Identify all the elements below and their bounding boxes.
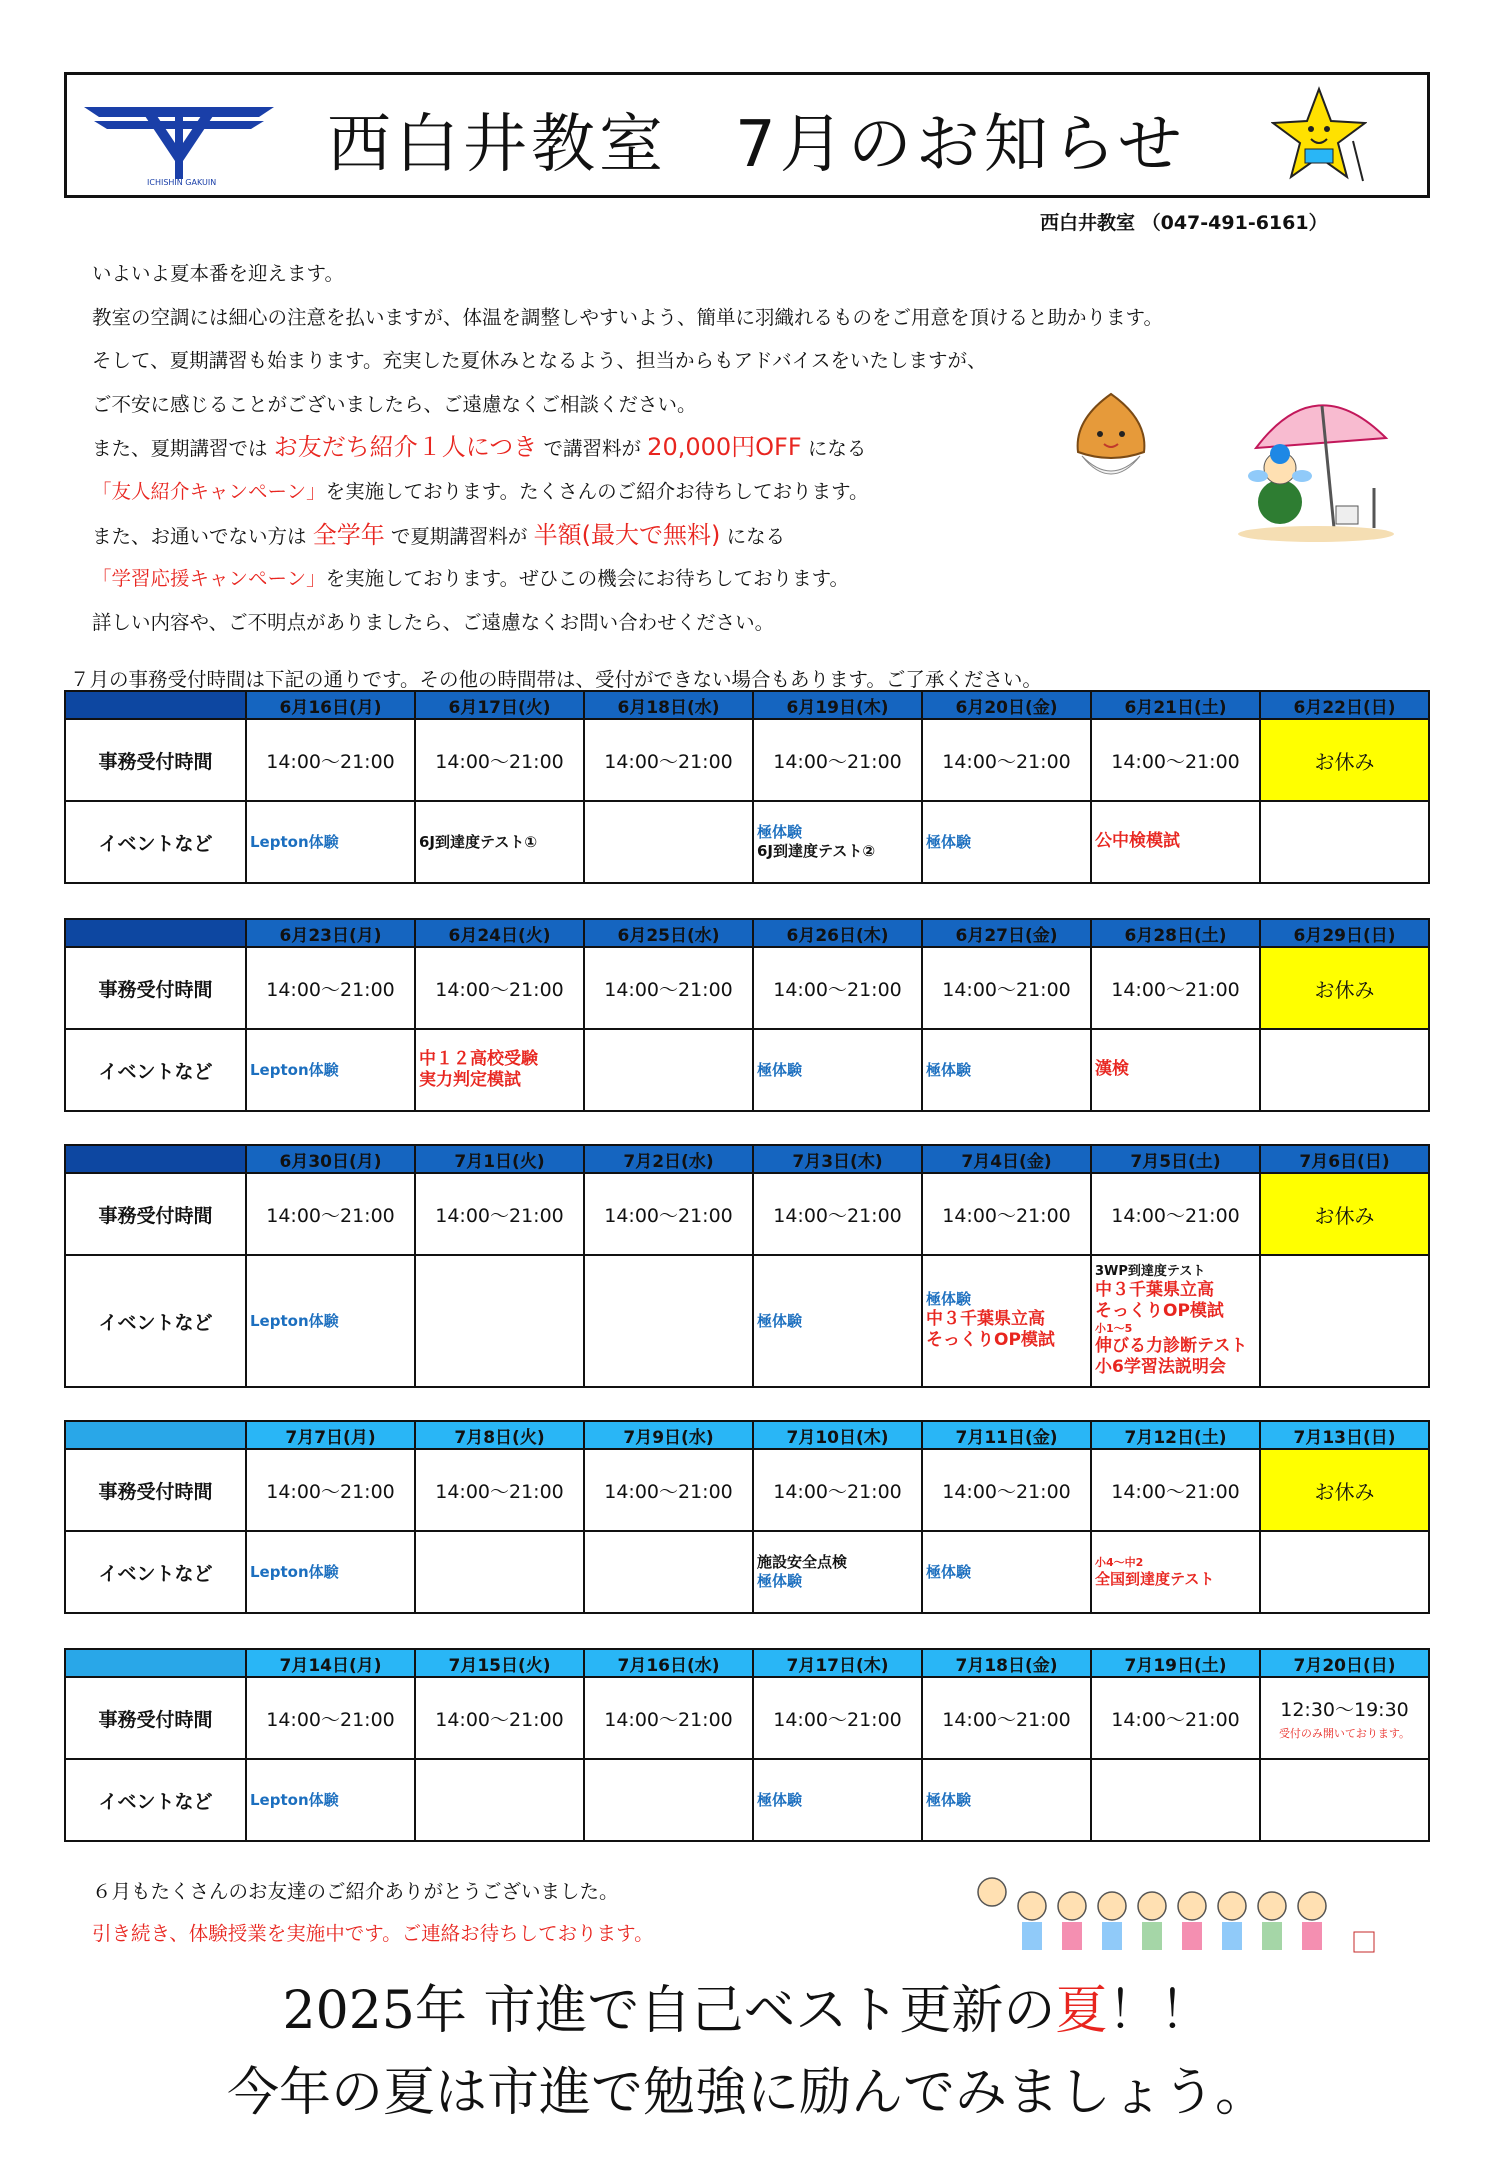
hours-cell: 14:00～21:00 — [415, 947, 584, 1029]
sunday-hours: 12:30～19:30 — [1280, 1699, 1409, 1721]
event-cell — [1260, 1759, 1429, 1841]
date-header: 7月2日(水) — [584, 1145, 753, 1173]
holiday-cell: お休み — [1260, 719, 1429, 801]
event-cell — [415, 1531, 584, 1613]
date-header: 6月27日(金) — [922, 919, 1091, 947]
ichishin-logo — [79, 87, 279, 187]
hours-cell: 14:00～21:00 — [1091, 719, 1260, 801]
event-cell — [415, 1255, 584, 1387]
event-item: そっくりOP模試 — [926, 1330, 1055, 1351]
schedule-week-2 — [64, 918, 1430, 1112]
hours-cell: 14:00～21:00 — [1091, 1677, 1260, 1759]
event-cell — [246, 801, 415, 883]
event-item: 極体験 — [926, 1290, 972, 1309]
date-header: 6月29日(日) — [1260, 919, 1429, 947]
event-item: 伸びる力診断テスト — [1095, 1336, 1248, 1356]
event-cell — [584, 1759, 753, 1841]
event-item: 極体験 — [926, 1562, 972, 1581]
date-header: 7月13日(日) — [1260, 1421, 1429, 1449]
date-header: 7月18日(金) — [922, 1649, 1091, 1677]
date-header: 6月16日(月) — [246, 691, 415, 719]
intro-line — [92, 557, 1342, 601]
intro-segment: になる — [807, 437, 867, 461]
event-cell — [584, 1255, 753, 1387]
event-cell — [753, 801, 922, 883]
date-header: 7月5日(土) — [1091, 1145, 1260, 1173]
date-header: 6月24日(火) — [415, 919, 584, 947]
event-item: 極体験 — [757, 1311, 803, 1330]
event-cell — [584, 801, 753, 883]
event-cell — [246, 1531, 415, 1613]
hours-cell: 14:00～21:00 — [415, 719, 584, 801]
slogan-line-2: 今年の夏は市進で勉強に励んでみましょう。 — [226, 2063, 1267, 2123]
intro-segment: また、夏期講習では — [92, 437, 268, 461]
event-item: 公中検模試 — [1095, 831, 1180, 852]
header-blank — [65, 1145, 246, 1173]
intro-segment: で講習料が — [543, 437, 641, 461]
hours-cell: 14:00～21:00 — [246, 719, 415, 801]
date-header: 7月8日(火) — [415, 1421, 584, 1449]
event-item: 中３千葉県立高 — [926, 1309, 1045, 1330]
logo-text: ICHISHIN GAKUIN — [147, 178, 217, 187]
event-item: 極体験 — [757, 1790, 803, 1809]
date-header: 7月19日(土) — [1091, 1649, 1260, 1677]
date-header: 6月30日(月) — [246, 1145, 415, 1173]
intro-segment: になる — [726, 524, 786, 548]
event-cell — [922, 1531, 1091, 1613]
event-cell — [246, 1759, 415, 1841]
holiday-cell: お休み — [1260, 1173, 1429, 1255]
events-label: イベントなど — [65, 801, 246, 883]
date-header: 6月23日(月) — [246, 919, 415, 947]
hours-cell: 14:00～21:00 — [584, 1677, 753, 1759]
event-cell — [415, 1029, 584, 1111]
hours-cell: 14:00～21:00 — [246, 947, 415, 1029]
event-cell — [1260, 1255, 1429, 1387]
trial-message: 引き続き、体験授業を実施中です。ご連絡お待ちしております。 — [92, 1922, 654, 1945]
event-item: 小6学習法説明会 — [1095, 1357, 1226, 1378]
intro-line: 詳しい内容や、ご不明点がありましたら、ご遠慮なくお問い合わせください。 — [92, 610, 775, 634]
slogan-text: 2025年 市進で自己ベスト更新の — [282, 1981, 1056, 2041]
event-cell — [1091, 1255, 1260, 1387]
hours-cell: 14:00～21:00 — [922, 947, 1091, 1029]
date-header: 7月9日(水) — [584, 1421, 753, 1449]
event-cell — [1091, 801, 1260, 883]
contact-phone: 西白井教室 （047-491-6161） — [1040, 212, 1328, 234]
events-row — [65, 1255, 1429, 1387]
event-item: 全国到達度テスト — [1095, 1569, 1215, 1588]
slogan-line-1 — [0, 1968, 1494, 2043]
office-hours-notice: ７月の事務受付時間は下記の通りです。その他の時間帯は、受付ができない場合もあります。ご了承ください。 — [70, 668, 1042, 691]
hours-cell: 14:00～21:00 — [584, 719, 753, 801]
hours-row — [65, 719, 1429, 801]
date-header-row — [65, 1145, 1429, 1173]
hours-row — [65, 1173, 1429, 1255]
event-item: 極体験 — [757, 823, 803, 842]
event-cell — [415, 1759, 584, 1841]
hours-label: 事務受付時間 — [65, 1173, 246, 1255]
event-item: 6J到達度テスト② — [757, 842, 876, 860]
event-item: 小4～中2 — [1095, 1555, 1144, 1569]
event-cell — [753, 1029, 922, 1111]
events-row — [65, 1029, 1429, 1111]
campaign-highlight: 20,000円OFF — [647, 433, 802, 462]
hours-cell: 14:00～21:00 — [246, 1173, 415, 1255]
schedule-week-3 — [64, 1144, 1430, 1388]
holiday-cell: お休み — [1260, 947, 1429, 1029]
intro-line: そして、夏期講習も始まります。充実した夏休みとなるよう、担当からもアドバイスをいたしますが、 — [92, 349, 987, 373]
event-cell — [584, 1531, 753, 1613]
event-item: Lepton体験 — [250, 1562, 339, 1581]
event-item: Lepton体験 — [250, 1060, 339, 1079]
event-item: そっくりOP模試 — [1095, 1301, 1224, 1321]
hours-label: 事務受付時間 — [65, 719, 246, 801]
slogan-highlight: 夏 — [1055, 1981, 1108, 2041]
hours-cell: 14:00～21:00 — [415, 1173, 584, 1255]
event-cell — [922, 1255, 1091, 1387]
event-cell — [1091, 1029, 1260, 1111]
event-cell — [584, 1029, 753, 1111]
star-mascot-icon — [1271, 85, 1367, 189]
event-cell — [922, 1029, 1091, 1111]
hours-cell: 14:00～21:00 — [584, 947, 753, 1029]
events-label: イベントなど — [65, 1531, 246, 1613]
hours-cell: 14:00～21:00 — [415, 1449, 584, 1531]
mascot-crowd-icon — [962, 1862, 1382, 1962]
hours-row — [65, 1677, 1429, 1759]
date-header: 6月17日(火) — [415, 691, 584, 719]
intro-line — [92, 514, 1342, 558]
schedule-week-1 — [64, 690, 1430, 884]
events-row — [65, 1759, 1429, 1841]
events-label: イベントなど — [65, 1029, 246, 1111]
date-header: 7月7日(月) — [246, 1421, 415, 1449]
hours-cell: 14:00～21:00 — [246, 1677, 415, 1759]
event-cell — [753, 1759, 922, 1841]
events-row — [65, 1531, 1429, 1613]
hours-cell: 14:00～21:00 — [922, 1449, 1091, 1531]
event-cell — [922, 801, 1091, 883]
intro-line: いよいよ夏本番を迎えます。 — [92, 262, 344, 285]
date-header: 7月11日(金) — [922, 1421, 1091, 1449]
date-header: 7月12日(土) — [1091, 1421, 1260, 1449]
hours-cell: 14:00～21:00 — [753, 1677, 922, 1759]
date-header-row — [65, 691, 1429, 719]
event-item: 極体験 — [926, 1790, 972, 1809]
event-item: 6J到達度テスト① — [419, 832, 538, 851]
date-header: 7月4日(金) — [922, 1145, 1091, 1173]
thanks-message: ６月もたくさんのお友達のご紹介ありがとうございました。 — [92, 1880, 619, 1903]
hours-row — [65, 1449, 1429, 1531]
hours-cell: 14:00～21:00 — [415, 1677, 584, 1759]
date-header: 7月6日(日) — [1260, 1145, 1429, 1173]
date-header: 6月20日(金) — [922, 691, 1091, 719]
header-blank — [65, 691, 246, 719]
event-item: 極体験 — [926, 832, 972, 851]
events-row — [65, 801, 1429, 883]
event-item: 施設安全点検 — [757, 1553, 848, 1572]
event-cell — [415, 801, 584, 883]
date-header-row — [65, 1649, 1429, 1677]
campaign-highlight: お友だち紹介１人につき — [273, 433, 538, 462]
hours-label: 事務受付時間 — [65, 947, 246, 1029]
event-cell — [753, 1531, 922, 1613]
schedule-week-5 — [64, 1648, 1430, 1842]
event-cell — [753, 1255, 922, 1387]
hours-cell — [1260, 1677, 1429, 1759]
date-header-row — [65, 1421, 1429, 1449]
header-box — [64, 72, 1430, 198]
intro-segment: を実施しております。たくさんのご紹介お待ちしております。 — [325, 479, 869, 503]
intro-segment: で夏期講習料が — [390, 524, 528, 548]
event-item: 中１２高校受験 — [419, 1048, 538, 1069]
date-header: 7月17日(木) — [753, 1649, 922, 1677]
date-header: 7月20日(日) — [1260, 1649, 1429, 1677]
event-cell — [1260, 1531, 1429, 1613]
event-cell — [1260, 801, 1429, 883]
date-header: 6月19日(木) — [753, 691, 922, 719]
events-label: イベントなど — [65, 1759, 246, 1841]
event-cell — [246, 1029, 415, 1111]
event-item: 実力判定模試 — [419, 1070, 521, 1090]
hours-cell: 14:00～21:00 — [922, 1173, 1091, 1255]
date-header: 7月3日(木) — [753, 1145, 922, 1173]
intro-segment: を実施しております。ぜひこの機会にお待ちしております。 — [325, 567, 850, 591]
campaign-highlight: 全学年 — [312, 520, 385, 549]
header-blank — [65, 919, 246, 947]
header-blank — [65, 1649, 246, 1677]
event-cell — [1260, 1029, 1429, 1111]
date-header-row — [65, 919, 1429, 947]
chestnut-mascot-icon — [1066, 390, 1156, 490]
date-header: 7月16日(水) — [584, 1649, 753, 1677]
holiday-cell: お休み — [1260, 1449, 1429, 1531]
hours-cell: 14:00～21:00 — [922, 1677, 1091, 1759]
date-header: 7月1日(火) — [415, 1145, 584, 1173]
umbrella-beach-mascot-icon — [1236, 378, 1396, 542]
event-cell — [246, 1255, 415, 1387]
campaign-highlight: 半額(最大で無料) — [533, 520, 721, 549]
event-item: 極体験 — [757, 1572, 803, 1590]
hours-cell: 14:00～21:00 — [584, 1173, 753, 1255]
date-header: 6月18日(水) — [584, 691, 753, 719]
intro-line: 教室の空調には細心の注意を払いますが、体温を調整しやすいよう、簡単に羽織れるものをご用意を頂けると助かります。 — [92, 305, 1163, 329]
page-title: 西白井教室 7月のお知らせ — [327, 108, 1186, 182]
intro-segment: また、お通いでない方は — [92, 524, 307, 548]
header-blank — [65, 1421, 246, 1449]
hours-cell: 14:00～21:00 — [246, 1449, 415, 1531]
date-header: 6月28日(土) — [1091, 919, 1260, 947]
event-item: 極体験 — [926, 1060, 972, 1079]
campaign-name: 「友人紹介キャンペーン」 — [92, 479, 326, 503]
slogan-exclaim: ！！ — [1107, 1981, 1212, 2041]
hours-cell: 14:00～21:00 — [753, 719, 922, 801]
date-header: 6月21日(土) — [1091, 691, 1260, 719]
event-item: 3WP到達度テスト — [1095, 1263, 1206, 1279]
hours-cell: 14:00～21:00 — [1091, 947, 1260, 1029]
campaign-name: 「学習応援キャンペーン」 — [92, 567, 326, 591]
event-item: 小1～5 — [1095, 1322, 1133, 1336]
hours-label: 事務受付時間 — [65, 1449, 246, 1531]
hours-cell: 14:00～21:00 — [753, 1173, 922, 1255]
hours-cell: 14:00～21:00 — [753, 1449, 922, 1531]
hours-cell: 14:00～21:00 — [753, 947, 922, 1029]
event-item: Lepton体験 — [250, 1311, 339, 1330]
date-header: 7月10日(木) — [753, 1421, 922, 1449]
date-header: 6月26日(木) — [753, 919, 922, 947]
event-item: Lepton体験 — [250, 832, 339, 851]
event-item: 漢検 — [1095, 1059, 1129, 1080]
hours-cell: 14:00～21:00 — [1091, 1173, 1260, 1255]
hours-label: 事務受付時間 — [65, 1677, 246, 1759]
hours-cell: 14:00～21:00 — [1091, 1449, 1260, 1531]
intro-line: ご不安に感じることがございましたら、ご遠慮なくご相談ください。 — [92, 392, 697, 416]
event-cell — [1091, 1531, 1260, 1613]
schedule-week-4 — [64, 1420, 1430, 1614]
event-cell — [922, 1759, 1091, 1841]
event-cell — [1091, 1759, 1260, 1841]
hours-cell: 14:00～21:00 — [584, 1449, 753, 1531]
event-item: Lepton体験 — [250, 1790, 339, 1809]
event-item: 中３千葉県立高 — [1095, 1279, 1214, 1300]
date-header: 6月25日(水) — [584, 919, 753, 947]
date-header: 7月15日(火) — [415, 1649, 584, 1677]
events-label: イベントなど — [65, 1255, 246, 1387]
hours-cell: 14:00～21:00 — [922, 719, 1091, 801]
date-header: 7月14日(月) — [246, 1649, 415, 1677]
event-item: 極体験 — [757, 1060, 803, 1079]
hours-row — [65, 947, 1429, 1029]
sunday-note: 受付のみ開いております。 — [1278, 1727, 1411, 1740]
date-header: 6月22日(日) — [1260, 691, 1429, 719]
